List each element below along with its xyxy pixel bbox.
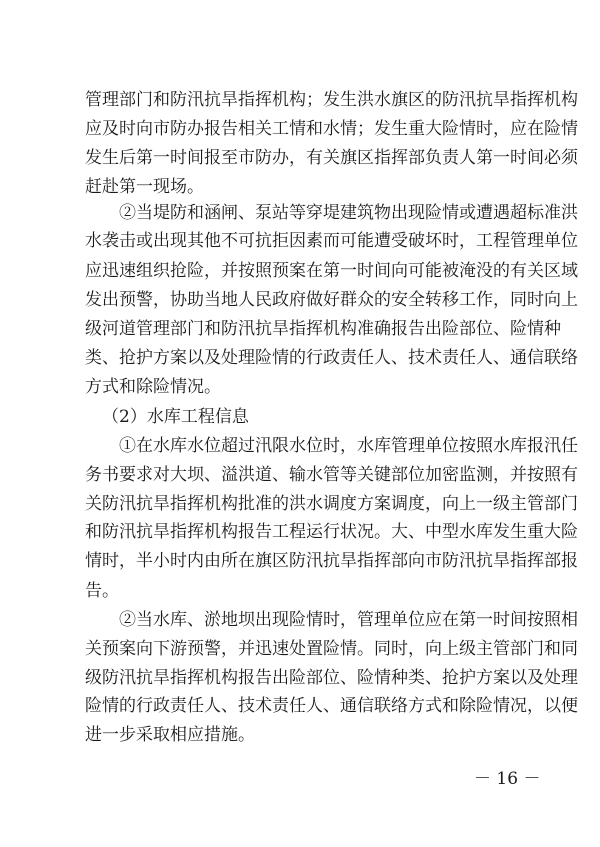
body-text-line: 水袭击或出现其他不可抗拒因素而可能遭受破坏时，工程管理单位: [85, 231, 578, 251]
body-text-line: 险情的行政责任人、技术责任人、通信联络方式和除险情况，以便: [85, 696, 578, 716]
body-text-line: 进一步采取相应措施。: [85, 725, 255, 745]
body-text-line: 管理部门和防汛抗旱指挥机构；发生洪水旗区的防汛抗旱指挥机构: [85, 90, 578, 110]
body-text-line: 告。: [85, 581, 119, 601]
body-text-line: 发生后第一时间报至市防办，有关旗区指挥部负责人第一时间必须: [85, 148, 578, 168]
body-text-line: 关防汛抗旱指挥机构批准的洪水调度方案调度，向上一级主管部门: [85, 494, 578, 514]
body-text-line: 类、抢护方案以及处理险情的行政责任人、技术责任人、通信联络: [85, 348, 578, 368]
page-number: － 16 －: [474, 769, 541, 789]
body-text-line: 发出预警，协助当地人民政府做好群众的安全转移工作，同时向上: [85, 290, 578, 310]
body-text-line: 级河道管理部门和防汛抗旱指挥机构准确报告出险部位、险情种: [85, 319, 561, 339]
body-text-line: 赶赴第一现场。: [85, 177, 204, 197]
body-text-line: 级防汛抗旱指挥机构报告出险部位、险情种类、抢护方案以及处理: [85, 668, 578, 688]
body-text-line: 应及时向市防办报告相关工情和水情；发生重大险情时，应在险情: [85, 119, 578, 139]
body-text-line: 和防汛抗旱指挥机构报告工程运行状况。大、中型水库发生重大险: [85, 522, 578, 542]
paragraph-first-line: ①在水库水位超过汛限水位时，水库管理单位按照水库报汛任: [119, 436, 578, 456]
paragraph-first-line: ②当水库、淤地坝出现险情时，管理单位应在第一时间按照相: [119, 610, 578, 630]
body-text-line: 应迅速组织抢险，并按照预案在第一时间向可能被淹没的有关区域: [85, 261, 578, 281]
body-text-line: 方式和除险情况。: [85, 377, 221, 397]
body-text-line: 情时，半小时内由所在旗区防汛抗旱指挥部向市防汛抗旱指挥部报: [85, 551, 578, 571]
body-text-line: 关预案向下游预警，并迅速处置险情。同时，向上级主管部门和同: [85, 639, 578, 659]
body-text-line: 务书要求对大坝、溢洪道、输水管等关键部位加密监测，并按照有: [85, 465, 578, 485]
paragraph-first-line: ②当堤防和涵闸、泵站等穿堤建筑物出现险情或遭遇超标准洪: [119, 203, 578, 223]
section-heading: （2）水库工程信息: [102, 407, 249, 427]
